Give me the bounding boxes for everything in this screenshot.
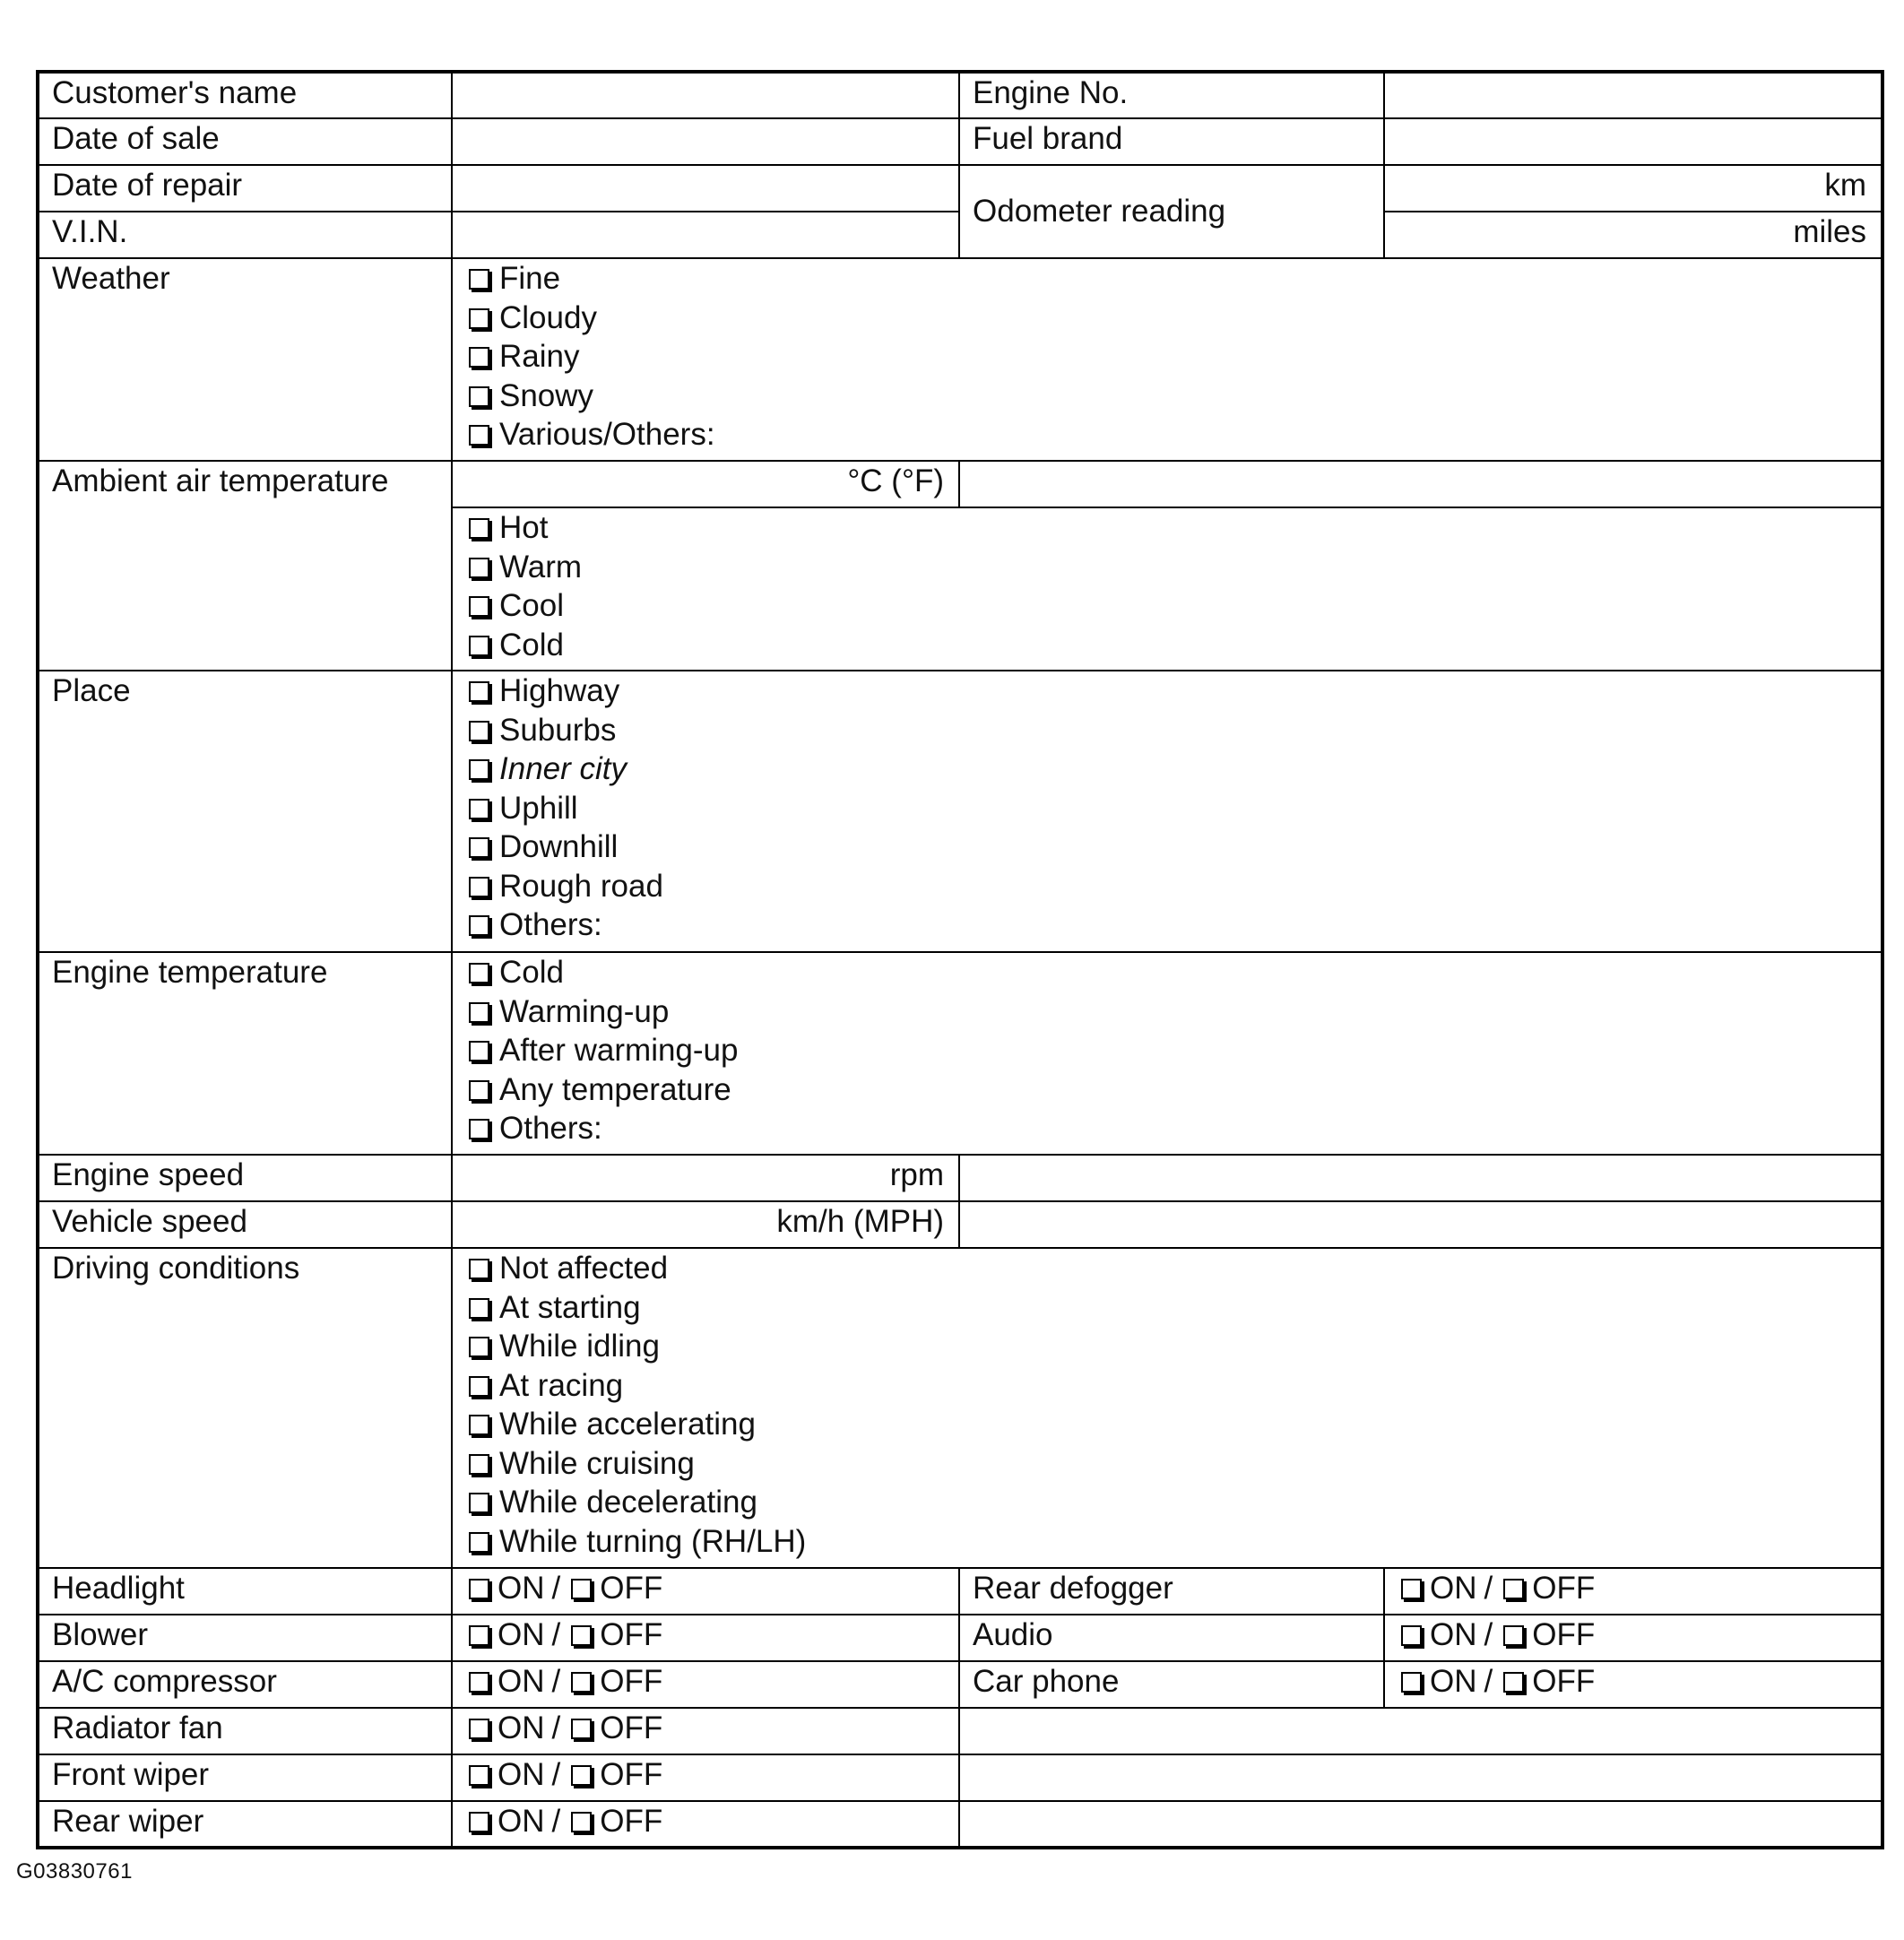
car-phone-label: Car phone: [959, 1661, 1384, 1708]
vehicle-speed-field[interactable]: km/h (MPH): [452, 1201, 959, 1248]
weather-option[interactable]: Fine: [465, 259, 1881, 299]
ambient-options: [452, 507, 1882, 671]
driving-condition-option[interactable]: While cruising: [465, 1444, 1881, 1484]
place-option[interactable]: Downhill: [465, 827, 1881, 867]
headlight-label: Headlight: [38, 1568, 452, 1615]
engine-temperature-option[interactable]: After warming-up: [465, 1031, 1881, 1070]
customer-name-label: Customer's name: [38, 72, 452, 118]
odometer-km-field[interactable]: km: [1384, 165, 1882, 212]
checkbox-icon[interactable]: [469, 1672, 489, 1693]
checkbox-icon[interactable]: [469, 1415, 489, 1435]
checkbox-icon[interactable]: [469, 799, 489, 819]
radiator-fan-label: Radiator fan: [38, 1708, 452, 1754]
checkbox-icon[interactable]: [469, 1812, 489, 1832]
driving-condition-option[interactable]: While turning (RH/LH): [465, 1522, 1881, 1562]
driving-condition-option[interactable]: At starting: [465, 1288, 1881, 1328]
engine-temperature-option[interactable]: Any temperature: [465, 1070, 1881, 1110]
weather-label: Weather: [38, 258, 452, 461]
inspection-form: [36, 70, 1884, 1849]
checkbox-icon[interactable]: [469, 1532, 489, 1553]
checkbox-icon[interactable]: [1503, 1625, 1524, 1646]
driving-condition-option[interactable]: Not affected: [465, 1249, 1881, 1288]
checkbox-icon[interactable]: [469, 269, 489, 290]
ambient-option[interactable]: Warm: [465, 548, 1881, 587]
car-phone-switch: ON / OFF: [1384, 1661, 1882, 1708]
ambient-option[interactable]: Cold: [465, 626, 1881, 665]
checkbox-icon[interactable]: [571, 1579, 592, 1599]
checkbox-icon[interactable]: [469, 1579, 489, 1599]
checkbox-icon[interactable]: [469, 1041, 489, 1061]
ac-compressor-switch: ON / OFF: [452, 1661, 959, 1708]
checkbox-icon[interactable]: [469, 636, 489, 656]
checkbox-icon[interactable]: [469, 386, 489, 407]
checkbox-icon[interactable]: [469, 681, 489, 702]
checkbox-icon[interactable]: [571, 1625, 592, 1646]
figure-id: G03830761: [16, 1859, 133, 1884]
place-option[interactable]: Highway: [465, 671, 1881, 711]
checkbox-icon[interactable]: [1401, 1625, 1422, 1646]
checkbox-icon[interactable]: [571, 1765, 592, 1786]
checkbox-icon[interactable]: [469, 425, 489, 446]
rear-defogger-switch: ON / OFF: [1384, 1568, 1882, 1615]
vehicle-speed-label: Vehicle speed: [38, 1201, 452, 1248]
checkbox-icon[interactable]: [469, 915, 489, 936]
ambient-temperature-notes[interactable]: [959, 461, 1882, 507]
engine-temperature-label: Engine temperature: [38, 952, 452, 1155]
vin-field[interactable]: [452, 212, 959, 258]
checkbox-icon[interactable]: [1401, 1672, 1422, 1693]
checkbox-icon[interactable]: [469, 1625, 489, 1646]
fuel-brand-field[interactable]: [1384, 118, 1882, 165]
checkbox-icon[interactable]: [1503, 1672, 1524, 1693]
checkbox-icon[interactable]: [1503, 1579, 1524, 1599]
place-option[interactable]: Uphill: [465, 789, 1881, 828]
engine-temperature-option[interactable]: Warming-up: [465, 992, 1881, 1032]
place-option[interactable]: Others:: [465, 905, 1881, 945]
checkbox-icon[interactable]: [469, 1493, 489, 1513]
checkbox-icon[interactable]: [469, 759, 489, 780]
checkbox-icon[interactable]: [571, 1719, 592, 1739]
ambient-option[interactable]: Hot: [465, 508, 1881, 548]
driving-condition-option[interactable]: While decelerating: [465, 1483, 1881, 1522]
fuel-brand-label: Fuel brand: [959, 118, 1384, 165]
date-of-sale-label: Date of sale: [38, 118, 452, 165]
date-of-repair-label: Date of repair: [38, 165, 452, 212]
front-wiper-label: Front wiper: [38, 1754, 452, 1801]
checkbox-icon[interactable]: [571, 1672, 592, 1693]
place-label: Place: [38, 671, 452, 952]
radiator-fan-switch: ON / OFF: [452, 1708, 959, 1754]
rear-defogger-label: Rear defogger: [959, 1568, 1384, 1615]
driving-condition-option[interactable]: While idling: [465, 1327, 1881, 1366]
checkbox-icon[interactable]: [469, 721, 489, 741]
audio-switch: ON / OFF: [1384, 1615, 1882, 1661]
checkbox-icon[interactable]: [469, 1454, 489, 1475]
checkbox-icon[interactable]: [469, 347, 489, 368]
checkbox-icon[interactable]: [469, 558, 489, 578]
checkbox-icon[interactable]: [469, 1376, 489, 1397]
vin-label: V.I.N.: [38, 212, 452, 258]
driving-conditions-label: Driving conditions: [38, 1248, 452, 1568]
customer-name-field[interactable]: [452, 72, 959, 118]
weather-option[interactable]: Various/Others:: [465, 415, 1881, 455]
checkbox-icon[interactable]: [469, 596, 489, 617]
engine-temperature-option[interactable]: Others:: [465, 1109, 1881, 1148]
radiator-fan-notes[interactable]: [959, 1708, 1882, 1754]
checkbox-icon[interactable]: [469, 1298, 489, 1319]
date-of-repair-field[interactable]: [452, 165, 959, 212]
checkbox-icon[interactable]: [469, 1119, 489, 1139]
checkbox-icon[interactable]: [1401, 1579, 1422, 1599]
engine-speed-field[interactable]: rpm: [452, 1155, 959, 1201]
headlight-switch: ON / OFF: [452, 1568, 959, 1615]
checkbox-icon[interactable]: [469, 1002, 489, 1023]
checkbox-icon[interactable]: [469, 1719, 489, 1739]
engine-temperature-options: [452, 952, 1882, 1155]
engine-no-label: Engine No.: [959, 72, 1384, 118]
place-options: [452, 671, 1882, 952]
front-wiper-switch: ON / OFF: [452, 1754, 959, 1801]
checkbox-icon[interactable]: [469, 518, 489, 539]
place-option[interactable]: Suburbs: [465, 711, 1881, 750]
driving-condition-option[interactable]: While accelerating: [465, 1405, 1881, 1444]
checkbox-icon[interactable]: [469, 1337, 489, 1357]
blower-label: Blower: [38, 1615, 452, 1661]
place-option[interactable]: Rough road: [465, 867, 1881, 906]
ac-compressor-label: A/C compressor: [38, 1661, 452, 1708]
front-wiper-notes[interactable]: [959, 1754, 1882, 1801]
checkbox-icon[interactable]: [469, 308, 489, 329]
audio-label: Audio: [959, 1615, 1384, 1661]
odometer-label: Odometer reading: [959, 165, 1384, 258]
date-of-sale-field[interactable]: [452, 118, 959, 165]
checkbox-icon[interactable]: [469, 1765, 489, 1786]
vehicle-speed-notes[interactable]: [959, 1201, 1882, 1248]
blower-switch: ON / OFF: [452, 1615, 959, 1661]
weather-option[interactable]: Snowy: [465, 377, 1881, 416]
engine-speed-notes[interactable]: [959, 1155, 1882, 1201]
engine-no-field[interactable]: [1384, 72, 1882, 118]
weather-option[interactable]: Rainy: [465, 337, 1881, 377]
engine-temperature-option[interactable]: Cold: [465, 953, 1881, 992]
odometer-miles-field[interactable]: miles: [1384, 212, 1882, 258]
place-option[interactable]: Inner city: [465, 749, 1881, 789]
driving-condition-option[interactable]: At racing: [465, 1366, 1881, 1406]
ambient-option[interactable]: Cool: [465, 586, 1881, 626]
checkbox-icon[interactable]: [469, 837, 489, 858]
checkbox-icon[interactable]: [469, 1259, 489, 1279]
rear-wiper-notes[interactable]: [959, 1801, 1882, 1848]
ambient-temperature-field[interactable]: °C (°F): [452, 461, 959, 507]
checkbox-icon[interactable]: [571, 1812, 592, 1832]
weather-options: [452, 258, 1882, 461]
checkbox-icon[interactable]: [469, 1080, 489, 1101]
ambient-temperature-label: Ambient air temperature: [38, 461, 452, 671]
weather-option[interactable]: Cloudy: [465, 299, 1881, 338]
checkbox-icon[interactable]: [469, 877, 489, 897]
rear-wiper-label: Rear wiper: [38, 1801, 452, 1848]
driving-conditions-options: [452, 1248, 1882, 1568]
rear-wiper-switch: ON / OFF: [452, 1801, 959, 1848]
engine-speed-label: Engine speed: [38, 1155, 452, 1201]
checkbox-icon[interactable]: [469, 963, 489, 983]
